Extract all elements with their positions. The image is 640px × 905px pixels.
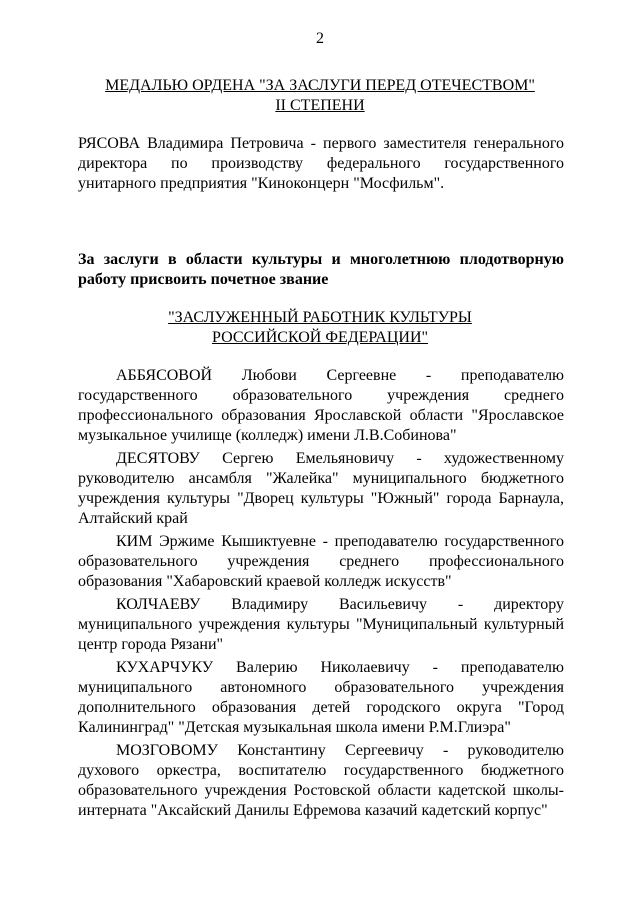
recipient-entry: КУХАРЧУКУ Валерию Николаевичу - преподавателю муниципального автономного образовательного учреждения дополнительного образования детей городского округа "Город Калининград" "Детская музыкальная школа имени Р.М.Глиэра" [78, 659, 564, 736]
page-number: 2 [316, 30, 324, 47]
recipients-list [78, 366, 564, 821]
award-heading-line1: МЕДАЛЬЮ ОРДЕНА "ЗА ЗАСЛУГИ ПЕРЕД ОТЕЧЕСТВОМ" [105, 77, 535, 94]
award-heading [60, 76, 580, 116]
recipient-entry: АББЯСОВОЙ Любови Сергеевне - преподавателю государственного образовательного учреждения среднего профессионального образования Ярославской области "Ярославское музыкальное училище (колледж) имени Л.В.Собинова" [78, 367, 564, 444]
title-heading-line2: РОССИЙСКОЙ ФЕДЕРАЦИИ" [211, 329, 429, 346]
recipient-entry: КИМ Эржиме Кышиктуевне - преподавателю государственного образовательного учреждения среднего профессионального образования "Хабаровский краевой колледж искусств" [78, 533, 564, 590]
recipient-entry: МОЗГОВОМУ Константину Сергеевичу - руководителю духового оркестра, воспитателю государственного бюджетного образовательного учреждения Ростовской области кадетской школы-интерната "Аксайский Данилы Ефремова казачий кадетский корпус" [78, 742, 564, 819]
recipient-entry: КОЛЧАЕВУ Владимиру Васильевичу - директору муниципального учреждения культуры "Муниципальный культурный центр города Рязани" [78, 596, 564, 653]
title-heading-line1: "ЗАСЛУЖЕННЫЙ РАБОТНИК КУЛЬТУРЫ [168, 309, 472, 326]
award-recipient-paragraph: РЯСОВА Владимира Петровича - первого заместителя генерального директора по производству федерального государственного унитарного предприятия "Киноконцерн "Мосфильм". [78, 135, 564, 192]
award-heading-line2: II СТЕПЕНИ [275, 97, 365, 114]
recipient-entry: ДЕСЯТОВУ Сергею Емельяновичу - художественному руководителю ансамбля "Жалейка" муниципального бюджетного учреждения культуры "Дворец культуры "Южный" города Барнаула, Алтайский край [78, 450, 564, 527]
decree-text: За заслуги в области культуры и многолетнюю плодотворную работу присвоить почетное звание [78, 251, 564, 288]
title-heading [60, 308, 580, 348]
